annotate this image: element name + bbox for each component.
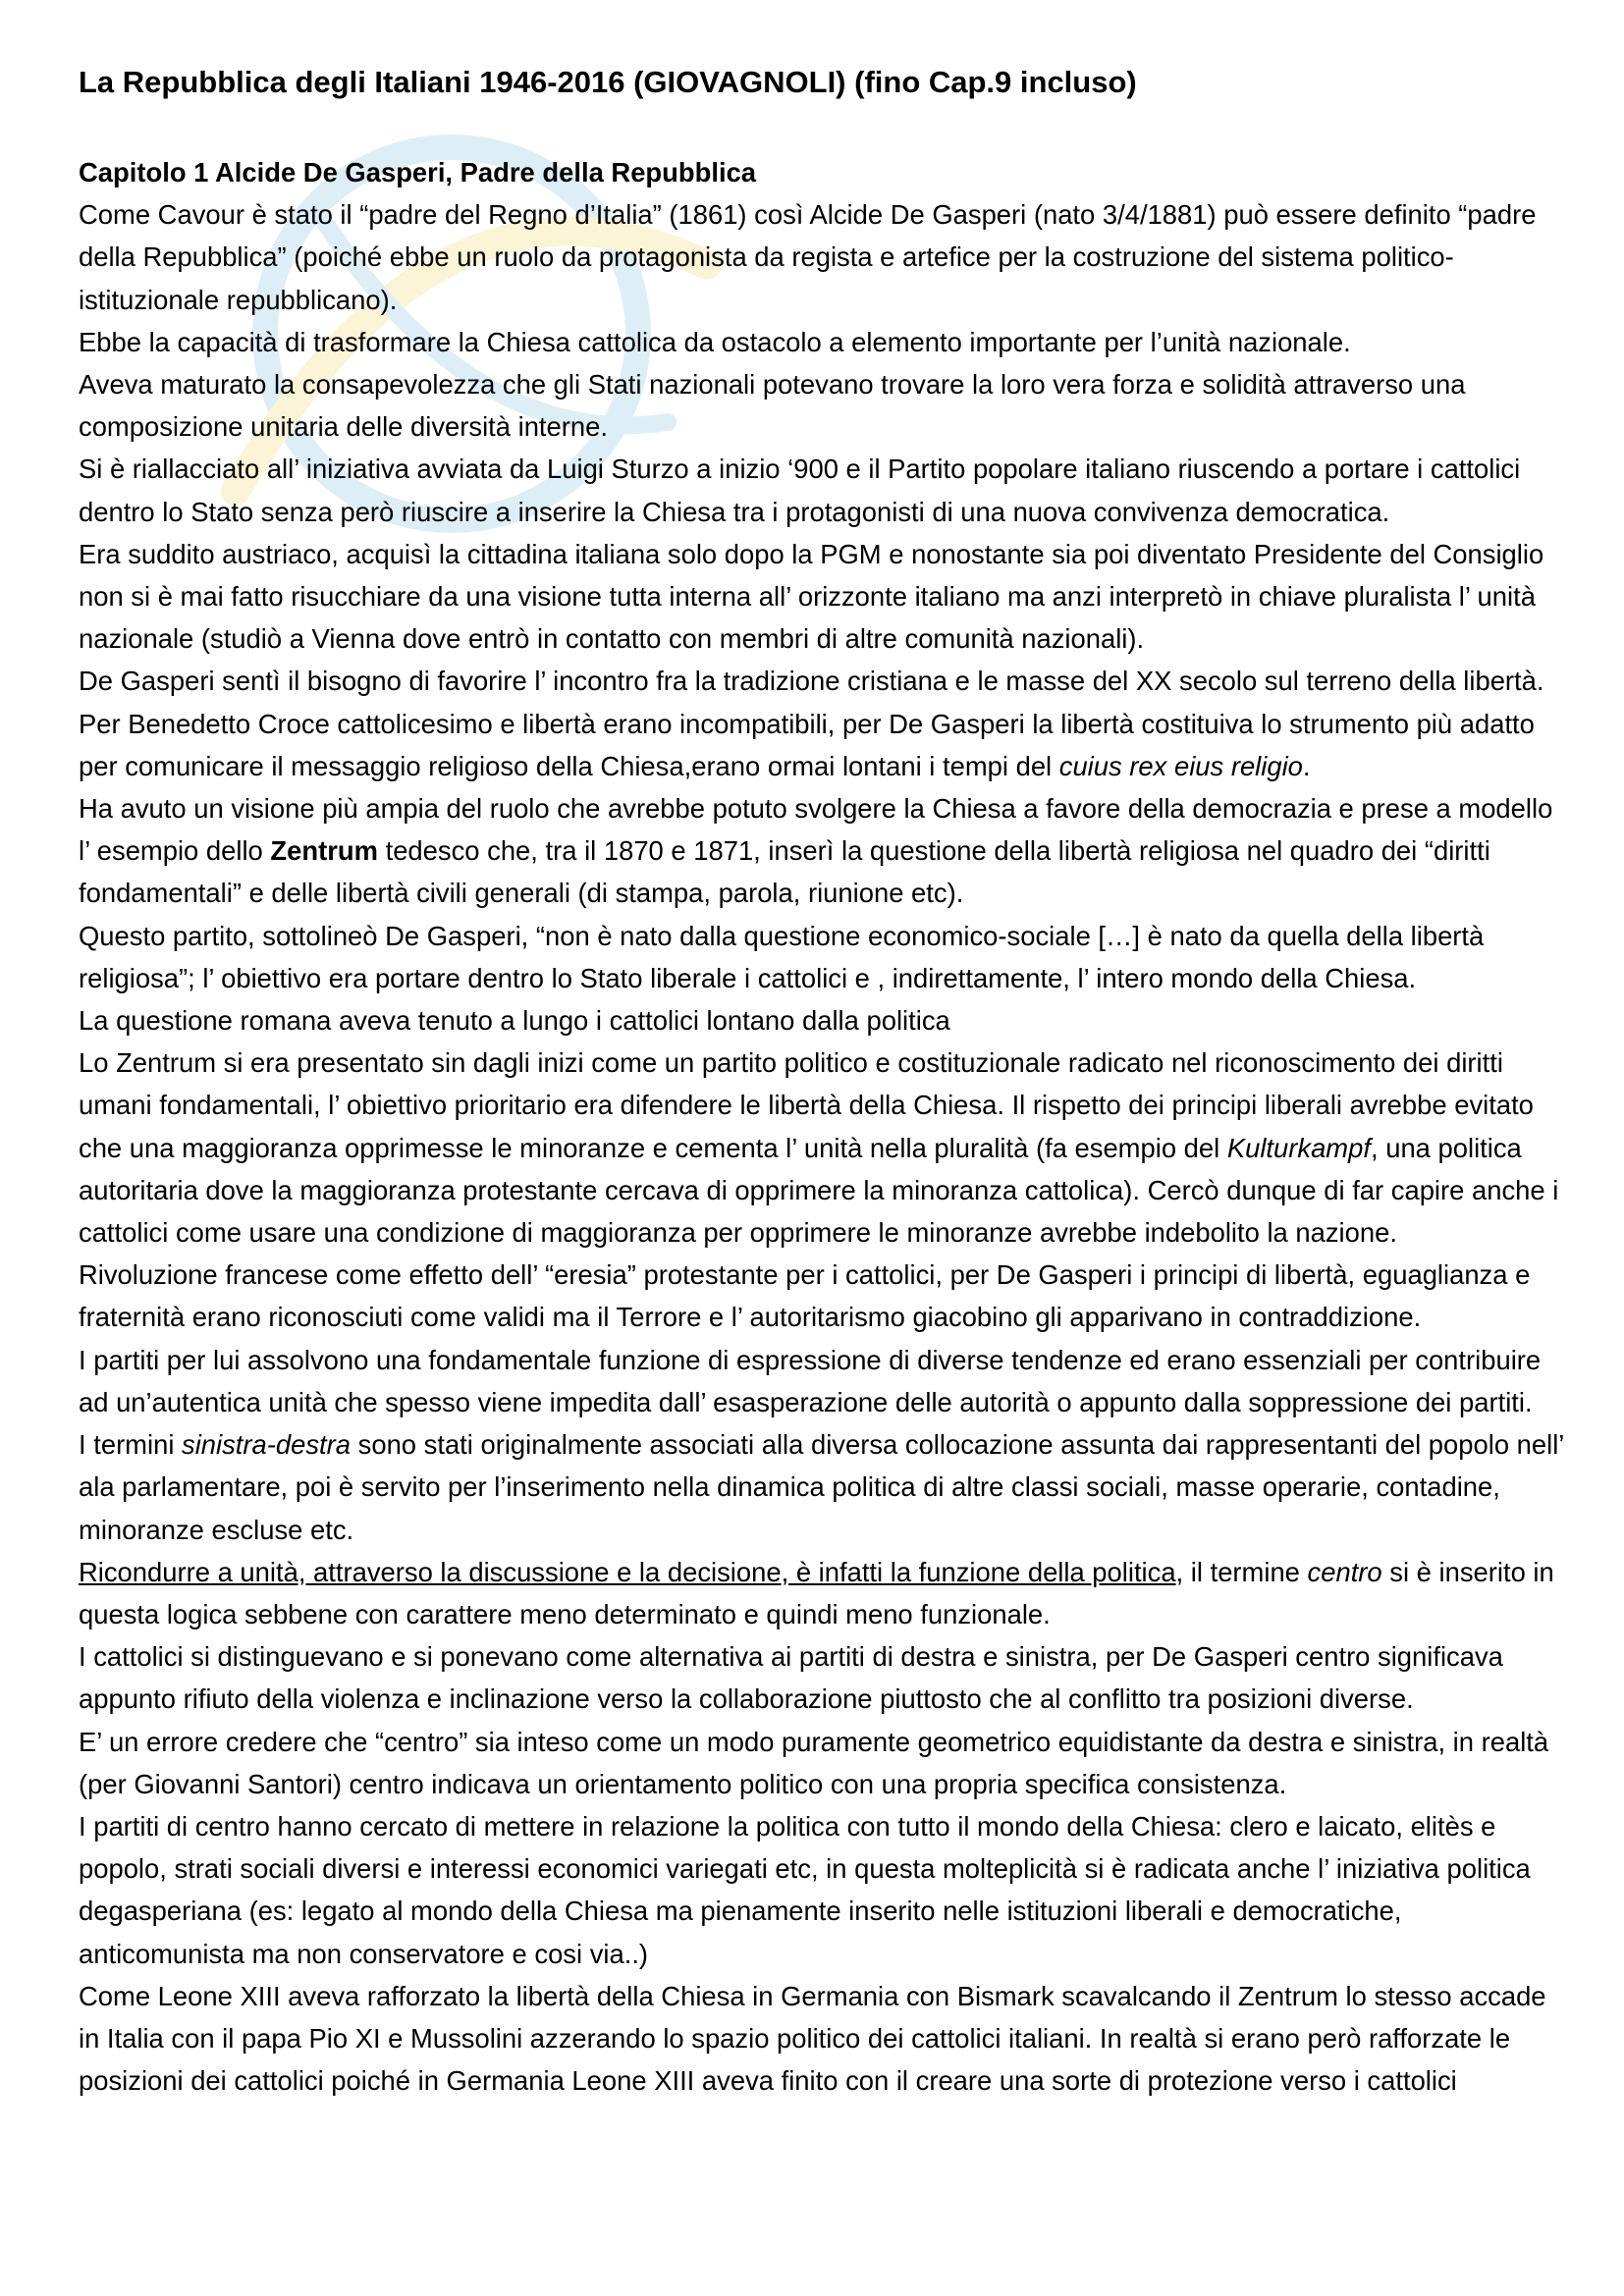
- text-run: sono stati originalmente associati alla diversa collocazione assunta dai rappresentanti del popolo nell’ ala parlamentare, poi è servito per l’inserimento nella dinamica politica di altre classi sociali, masse operarie, contadine, minoranze escluse etc.: [79, 1429, 1564, 1545]
- paragraph: I partiti di centro hanno cercato di mettere in relazione la politica con tutto il mondo della Chiesa: clero e laicato, elitès e popolo, strati sociali diversi e interessi economici variegati etc, in questa molteplicità si è radicata anche l’ iniziativa politica degasperiana (es: legato al mondo della Chiesa ma pienamente inserito nelle istituzioni liberali e democratiche, anticomunista ma non conservatore e cosi via..): [79, 1810, 1531, 1969]
- paragraph: Si è riallacciato all’ iniziativa avviata da Luigi Sturzo a inizio ‘900 e il Partito popolare italiano riuscendo a portare i cattolici dentro lo Stato senza però riuscire a inserire la Chiesa tra i protagonisti di una nuova convivenza democratica.: [79, 454, 1521, 527]
- text-run: Lo Zentrum si era presentato sin dagli inizi come un partito politico e costituzionale radicato nel riconoscimento dei diritti umani fondamentali, l’ obiettivo prioritario era difendere le libertà della Chiesa. Il rispetto dei principi liberali avrebbe evitato che una maggioranza opprimesse le minoranze e cementa l’ unità nella pluralità (fa esempio del: [79, 1047, 1534, 1163]
- paragraph: Questo partito, sottolineò De Gasperi, “non è nato dalla questione economico-sociale […] è nato da quella della libertà religiosa”; l’ obiettivo era portare dentro lo Stato liberale i cattolici e , indirettamente, l’ intero mondo della Chiesa.: [79, 920, 1485, 993]
- paragraph: Come Cavour è stato il “padre del Regno d’Italia” (1861) così Alcide De Gasperi (nato 3/4/1881) può essere definito “padre della Repubblica” (poiché ebbe un ruolo da protagonista da regista e artefice per la costruzione del sistema politico-istituzionale repubblicano).: [79, 199, 1537, 315]
- paragraph: I partiti per lui assolvono una fondamentale funzione di espressione di diverse tendenze ed erano essenziali per contribuire ad un’autentica unità che spesso viene impedita dall’ esasperazione delle autorità o appunto dalla soppressione dei partiti.: [79, 1344, 1542, 1417]
- paragraph-croce: [79, 703, 1571, 787]
- text-run: si è inserito in questa logica sebbene con carattere meno determinato e quindi meno funzionale.: [79, 1556, 1554, 1629]
- paragraph: I cattolici si distinguevano e si ponevano come alternativa ai partiti di destra e sinistra, per De Gasperi centro significava appunto rifiuto della violenza e inclinazione verso la collaborazione piuttosto che al conflitto tra posizioni diverse.: [79, 1641, 1503, 1715]
- paragraph-zentrum: [79, 787, 1571, 915]
- paragraph: Aveva maturato la consapevolezza che gli Stati nazionali potevano trovare la loro vera forza e solidità attraverso una composizione unitaria delle diversità interne.: [79, 369, 1466, 443]
- paragraph-kulturkampf: [79, 1041, 1571, 1254]
- paragraph: E’ un errore credere che “centro” sia inteso come un modo puramente geometrico equidistante da destra e sinistra, in realtà (per Giovanni Santori) centro indicava un orientamento politico con una propria specifica consistenza.: [79, 1726, 1549, 1799]
- paragraph-centro: [79, 1551, 1571, 1635]
- chapter-heading: Capitolo 1 Alcide De Gasperi, Padre della Repubblica: [79, 157, 757, 187]
- text-run: , il termine: [1175, 1556, 1308, 1587]
- text-run: tedesco che, tra il 1870 e 1871, inserì la questione della libertà religiosa nel quadro dei “diritti fondamentali” e delle libertà civili generali (di stampa, parola, riunione etc).: [79, 835, 1490, 909]
- paragraph: La questione romana aveva tenuto a lungo i cattolici lontano dalla politica: [79, 1005, 950, 1037]
- paragraph: Come Leone XIII aveva rafforzato la libertà della Chiesa in Germania con Bismark scavalcando il Zentrum lo stesso accade in Italia con il papa Pio XI e Mussolini azzerando lo spazio politico dei cattolici italiani. In realtà si erano però rafforzate le posizioni dei cattolici poiché in Germania Leone XIII aveva finito con il creare una sorte di protezione verso i cattolici: [79, 1980, 1546, 2097]
- italic-term: centro: [1307, 1556, 1382, 1587]
- text-run: , una politica autoritaria dove la maggioranza protestante cercava di opprimere la minoranza cattolica). Cercò dunque di far capire anche i cattolici come usare una condizione di maggioranza per opprimere le minoranze avrebbe indebolito la nazione.: [79, 1132, 1559, 1249]
- document-title: La Repubblica degli Italiani 1946-2016 (GIOVAGNOLI) (fino Cap.9 incluso): [79, 65, 1137, 99]
- paragraph: Era suddito austriaco, acquisì la cittadina italiana solo dopo la PGM e nonostante sia poi diventato Presidente del Consiglio non si è mai fatto risucchiare da una visione tutta interna all’ orizzonte italiano ma anzi interpretò in chiave pluralista l’ unità nazionale (studiò a Vienna dove entrò in contatto con membri di altre comunità nazionali).: [79, 538, 1544, 655]
- underlined-phrase: Ricondurre a unità, attraverso la discussione e la decisione, è infatti la funzione della politica: [79, 1556, 1176, 1587]
- paragraph: De Gasperi sentì il bisogno di favorire l’ incontro fra la tradizione cristiana e le masse del XX secolo sul terreno della libertà.: [79, 666, 1544, 697]
- italic-term: Kulturkampf: [1226, 1132, 1371, 1163]
- text-run: Per Benedetto Croce cattolicesimo e libertà erano incompatibili, per De Gasperi la libertà costituiva lo strumento più adatto per comunicare il messaggio religioso della Chiesa,erano ormai lontani i tempi del: [79, 708, 1535, 781]
- paragraph: Rivoluzione francese come effetto dell’ “eresia” protestante per i cattolici, per De Gasperi i principi di libertà, eguaglianza e fraternità erano riconosciuti come validi ma il Terrore e l’ autoritarismo giacobino gli apparivano in contraddizione.: [79, 1259, 1531, 1333]
- text-run: I termini: [79, 1429, 183, 1461]
- bold-term: Zentrum: [270, 835, 378, 867]
- text-run: Ha avuto un visione più ampia del ruolo che avrebbe potuto svolgere la Chiesa a favore della democrazia e prese a modello l’ esempio dello: [79, 793, 1553, 867]
- text-run: .: [1302, 750, 1311, 781]
- italic-term: sinistra-destra: [182, 1429, 352, 1461]
- document-body: [79, 151, 1571, 2102]
- paragraph: Ebbe la capacità di trasformare la Chiesa cattolica da ostacolo a elemento importante per l’unità nazionale.: [79, 326, 1351, 357]
- italic-phrase: cuius rex eius religio: [1058, 750, 1303, 781]
- paragraph-sinistra-destra: [79, 1423, 1571, 1551]
